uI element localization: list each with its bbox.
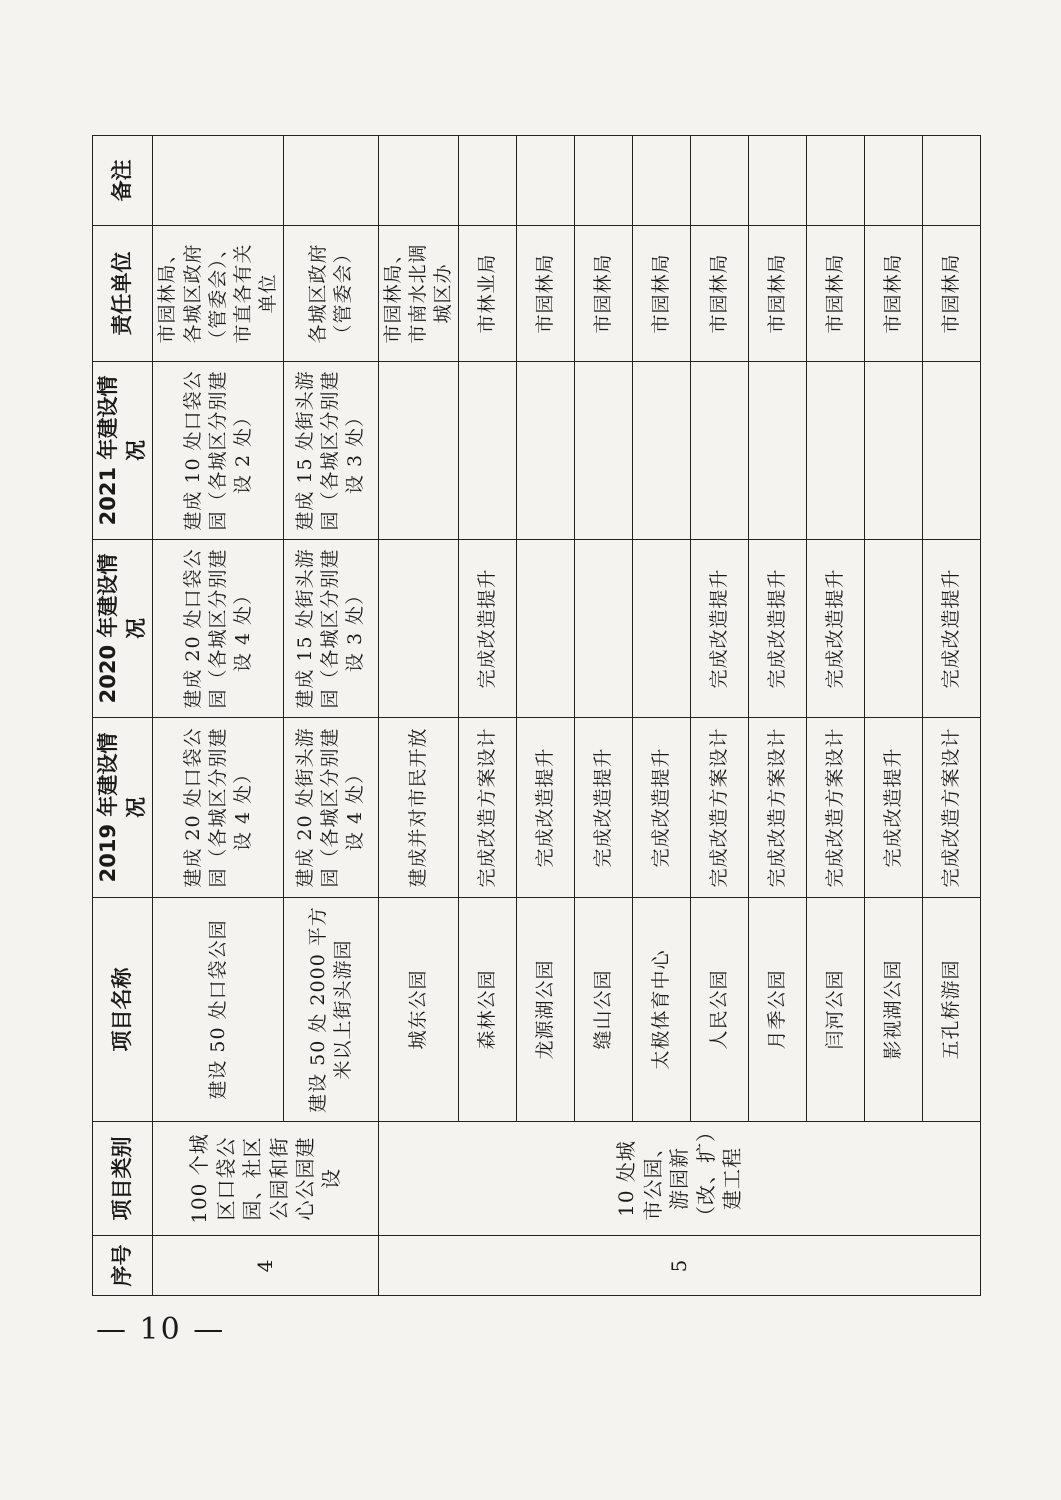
y2020-cell	[575, 540, 633, 718]
table-row	[153, 136, 283, 1296]
note-cell	[283, 136, 378, 226]
unit-cell: 市林业局	[459, 226, 517, 362]
y2019-cell: 完成改造方案设计	[923, 718, 981, 898]
header-project-name: 项目名称	[93, 898, 153, 1122]
unit-cell: 各城区政府（管委会）	[283, 226, 378, 362]
y2021-cell	[691, 362, 749, 540]
header-2021: 2021 年建设情况	[93, 362, 153, 540]
project-name-cell: 人民公园	[691, 898, 749, 1122]
rotated-table-wrapper	[92, 136, 963, 1296]
y2020-cell: 完成改造提升	[807, 540, 865, 718]
y2019-cell: 建成 20 处口袋公园（各城区分别建设 4 处）	[153, 718, 283, 898]
note-cell	[865, 136, 923, 226]
header-notes: 备注	[93, 136, 153, 226]
y2019-cell: 建成 20 处街头游园（各城区分别建设 4 处）	[283, 718, 378, 898]
note-cell	[378, 136, 458, 226]
y2020-cell	[378, 540, 458, 718]
project-name-cell: 闫河公园	[807, 898, 865, 1122]
y2021-cell	[633, 362, 691, 540]
header-responsible-unit: 责任单位	[93, 226, 153, 362]
header-2020: 2020 年建设情况	[93, 540, 153, 718]
y2020-cell	[865, 540, 923, 718]
y2021-cell	[378, 362, 458, 540]
project-name-cell: 影视湖公园	[865, 898, 923, 1122]
y2021-cell	[865, 362, 923, 540]
y2021-cell	[575, 362, 633, 540]
y2021-cell	[807, 362, 865, 540]
note-cell	[459, 136, 517, 226]
unit-cell: 市园林局	[691, 226, 749, 362]
note-cell	[749, 136, 807, 226]
project-name-cell: 五孔桥游园	[923, 898, 981, 1122]
project-name-cell: 森林公园	[459, 898, 517, 1122]
y2020-cell: 完成改造提升	[691, 540, 749, 718]
unit-cell: 市园林局、市南水北调城区办	[378, 226, 458, 362]
y2020-cell	[517, 540, 575, 718]
y2019-cell: 建成并对市民开放	[378, 718, 458, 898]
y2021-cell	[517, 362, 575, 540]
header-2019: 2019 年建设情况	[93, 718, 153, 898]
note-cell	[923, 136, 981, 226]
project-name-cell: 缝山公园	[575, 898, 633, 1122]
project-name-cell: 城东公园	[378, 898, 458, 1122]
y2021-cell	[749, 362, 807, 540]
unit-cell: 市园林局	[923, 226, 981, 362]
y2019-cell: 完成改造提升	[633, 718, 691, 898]
seq-cell: 5	[378, 1236, 980, 1296]
category-cell: 10 处城市公园、游园新（改、扩）建工程	[378, 1122, 980, 1236]
y2020-cell	[633, 540, 691, 718]
note-cell	[153, 136, 283, 226]
unit-cell: 市园林局	[633, 226, 691, 362]
header-row	[93, 136, 153, 1296]
project-name-cell: 建设 50 处口袋公园	[153, 898, 283, 1122]
y2020-cell: 建成 20 处口袋公园（各城区分别建设 4 处）	[153, 540, 283, 718]
y2020-cell: 完成改造提升	[749, 540, 807, 718]
header-seq: 序号	[93, 1236, 153, 1296]
project-name-cell: 建设 50 处 2000 平方米以上街头游园	[283, 898, 378, 1122]
y2019-cell: 完成改造提升	[517, 718, 575, 898]
table-row	[378, 136, 458, 1296]
y2019-cell: 完成改造方案设计	[749, 718, 807, 898]
y2021-cell	[459, 362, 517, 540]
unit-cell: 市园林局	[749, 226, 807, 362]
y2019-cell: 完成改造提升	[575, 718, 633, 898]
y2019-cell: 完成改造方案设计	[807, 718, 865, 898]
note-cell	[633, 136, 691, 226]
note-cell	[575, 136, 633, 226]
project-name-cell: 太极体育中心	[633, 898, 691, 1122]
y2021-cell	[923, 362, 981, 540]
header-category: 项目类别	[93, 1122, 153, 1236]
project-name-cell: 龙源湖公园	[517, 898, 575, 1122]
y2021-cell: 建成 10 处口袋公园（各城区分别建设 2 处）	[153, 362, 283, 540]
note-cell	[691, 136, 749, 226]
unit-cell: 市园林局	[575, 226, 633, 362]
y2019-cell: 完成改造提升	[865, 718, 923, 898]
y2019-cell: 完成改造方案设计	[691, 718, 749, 898]
y2020-cell: 建成 15 处街头游园（各城区分别建设 3 处）	[283, 540, 378, 718]
page-number: — 10 —	[96, 1312, 226, 1347]
unit-cell: 市园林局、各城区政府（管委会）、市直各有关单位	[153, 226, 283, 362]
note-cell	[517, 136, 575, 226]
y2020-cell: 完成改造提升	[459, 540, 517, 718]
unit-cell: 市园林局	[865, 226, 923, 362]
project-name-cell: 月季公园	[749, 898, 807, 1122]
category-cell: 100 个城区口袋公园、社区公园和街心公园建设	[153, 1122, 378, 1236]
unit-cell: 市园林局	[517, 226, 575, 362]
seq-cell: 4	[153, 1236, 378, 1296]
y2019-cell: 完成改造方案设计	[459, 718, 517, 898]
note-cell	[807, 136, 865, 226]
y2020-cell: 完成改造提升	[923, 540, 981, 718]
y2021-cell: 建成 15 处街头游园（各城区分别建设 3 处）	[283, 362, 378, 540]
unit-cell: 市园林局	[807, 226, 865, 362]
construction-plan-table	[92, 135, 981, 1296]
